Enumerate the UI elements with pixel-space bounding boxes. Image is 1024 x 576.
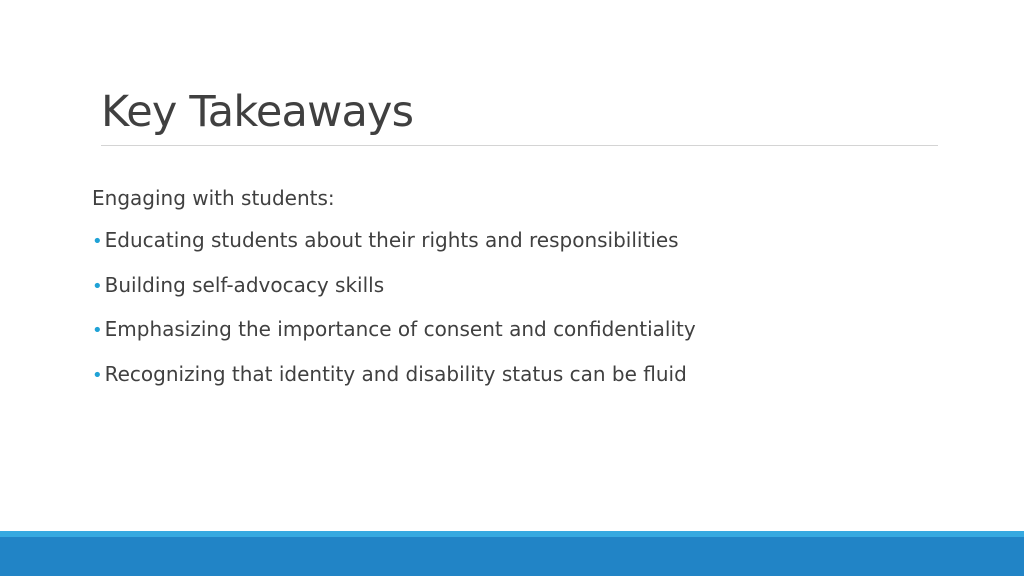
- bullet-dot-icon: •: [92, 320, 103, 341]
- bullet-dot-icon: •: [92, 364, 103, 386]
- title-divider: [101, 145, 938, 146]
- slide-title: Key Takeaways: [101, 87, 414, 137]
- bullet-item: [92, 226, 952, 256]
- bullet-text: Emphasizing the importance of consent and confidentiality: [104, 317, 696, 341]
- footer-accent-stripe: [0, 531, 1024, 537]
- bullet-text: Building self-advocacy skills: [104, 272, 385, 297]
- bullet-item: [92, 315, 952, 345]
- footer-bar: [0, 531, 1024, 576]
- slide-content: [92, 184, 952, 404]
- bullet-text: Educating students about their rights and responsibilities: [104, 228, 679, 252]
- intro-text: Engaging with students:: [92, 186, 335, 210]
- bullet-text: Recognizing that identity and disability status can be fluid: [104, 361, 687, 386]
- bullet-item: [92, 271, 952, 301]
- bullet-item: [92, 360, 952, 390]
- bullet-list: [92, 226, 952, 390]
- bullet-dot-icon: •: [92, 275, 103, 297]
- bullet-dot-icon: •: [92, 231, 103, 252]
